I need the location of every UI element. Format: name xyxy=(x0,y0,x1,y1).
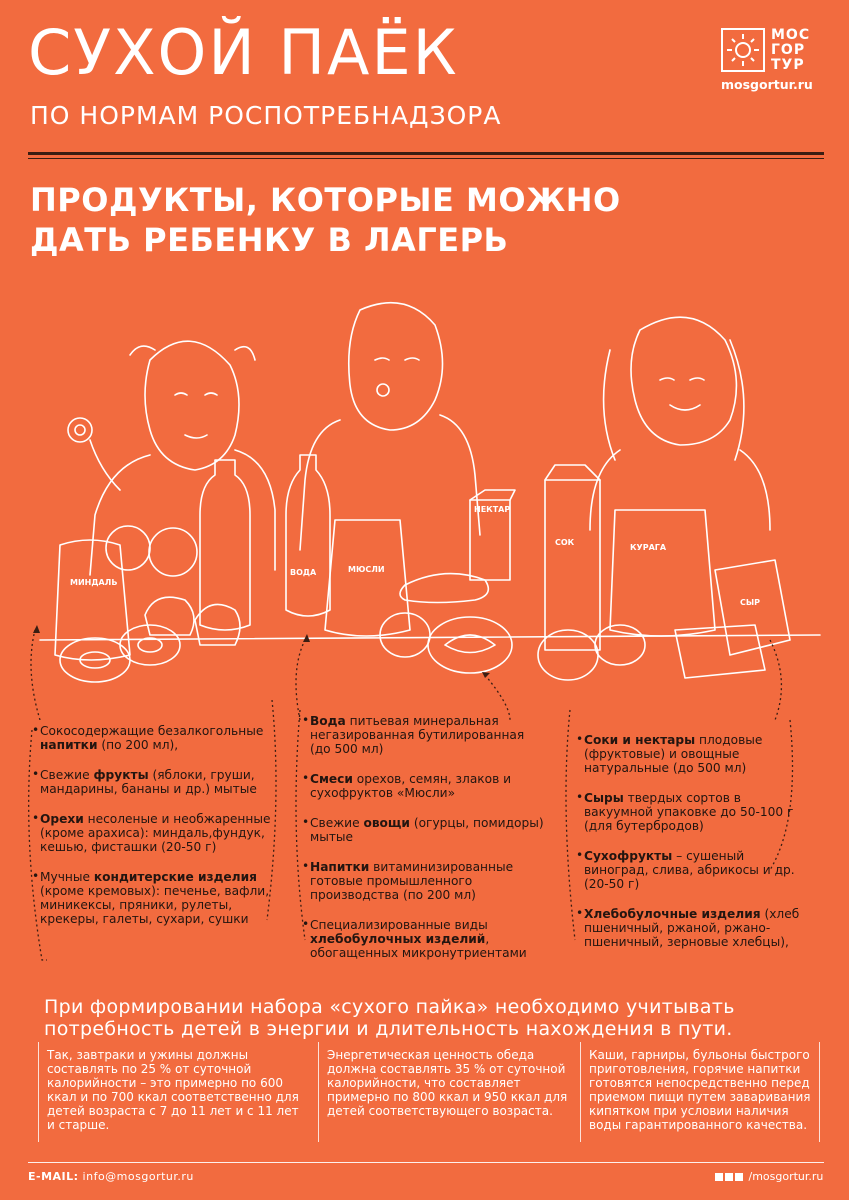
label-nectar: НЕКТАР xyxy=(474,505,511,514)
product-item: • Мучные кондитерские изделия (кроме кремовых): печенье, вафли, миникексы, пряники, рулеты, крекеры, галеты, сухари, сушки xyxy=(40,870,280,926)
product-item: • Свежие овощи (огурцы, помидоры) мытые xyxy=(310,816,545,844)
footer-divider xyxy=(28,1162,824,1163)
product-item: • Орехи несоленые и необжаренные (кроме арахиса): миндаль,фундук, кешью, фисташки (20-50 г) xyxy=(40,812,280,854)
headline-line: ДАТЬ РЕБЕНКУ В ЛАГЕРЬ xyxy=(30,221,509,259)
product-item: • Сокосодержащие безалкогольные напитки (по 200 мл), xyxy=(40,724,280,752)
product-item: • Сухофрукты – сушеный виноград, слива, абрикосы и др. (20-50 г) xyxy=(584,849,809,891)
products-column-1 xyxy=(40,724,280,942)
page-subtitle: ПО НОРМАМ РОСПОТРЕБНАДЗОРА xyxy=(30,101,502,130)
footer-email[interactable] xyxy=(28,1170,194,1183)
label-muesli: МЮСЛИ xyxy=(348,565,385,574)
mosgortur-logo[interactable] xyxy=(721,28,821,92)
logo-text xyxy=(771,28,810,73)
info-box-lunch xyxy=(318,1042,577,1142)
product-item: • Напитки витаминизированные готовые промышленного производства (по 200 мл) xyxy=(310,860,545,902)
info-box-text: Так, завтраки и ужины должны составлять по 25 % от суточной калорийности – это примерно по 600 ккал и по 700 ккал соответственно для детей возраста с 7 до 11 лет и с 11 лет и старше. xyxy=(47,1048,299,1132)
label-juice: СОК xyxy=(555,538,575,547)
product-item: • Смеси орехов, семян, злаков и сухофруктов «Мюсли» xyxy=(310,772,545,800)
info-box-text: Каши, гарниры, бульоны быстрого приготовления, горячие напитки готовятся непосредственно перед приемом пищи путем заваривания кипятком при условии наличия воды гарантированного качества. xyxy=(589,1048,811,1132)
label-apricot: КУРАГА xyxy=(630,543,667,552)
children-with-food-illustration xyxy=(0,300,849,720)
boy-center xyxy=(349,303,443,430)
label-cheese: СЫР xyxy=(740,598,761,607)
product-item: • Свежие фрукты (яблоки, груши, мандарины, бананы и др.) мытые xyxy=(40,768,280,796)
product-item: • Хлебобулочные изделия (хлеб пшеничный, ржаной, ржано-пшеничный, зерновые хлебцы), xyxy=(584,907,809,949)
headline-line: ПРОДУКТЫ, КОТОРЫЕ МОЖНО xyxy=(30,181,621,219)
footer-social[interactable] xyxy=(715,1170,823,1183)
products-column-3 xyxy=(584,733,809,965)
header-divider xyxy=(28,152,824,155)
label-nuts: МИНДАЛЬ xyxy=(70,578,118,587)
email-label: E-MAIL: xyxy=(28,1170,79,1183)
logo-line: ТУР xyxy=(771,57,805,73)
logo-line: МОС xyxy=(771,27,811,43)
email-link[interactable]: info@mosgortur.ru xyxy=(82,1170,194,1183)
energy-note: При формировании набора «сухого пайка» необходимо учитывать потребность детей в энергии и длительность нахождения в пути. xyxy=(44,996,735,1040)
products-column-2 xyxy=(310,714,545,976)
vk-icon[interactable] xyxy=(725,1173,733,1181)
info-box-text: Энергетическая ценность обеда должна составлять 35 % от суточной калорийности, что составляет примерно по 800 ккал и 950 ккал для детей соответствующего возраста. xyxy=(327,1048,568,1118)
product-item: • Вода питьевая минеральная негазированная бутилированная (до 500 мл) xyxy=(310,714,545,756)
instagram-icon[interactable] xyxy=(735,1173,743,1181)
section-headline xyxy=(30,180,621,260)
sun-icon xyxy=(721,28,765,72)
facebook-icon[interactable] xyxy=(715,1173,723,1181)
product-item: • Специализированные виды хлебобулочных изделий, обогащенных микронутриентами xyxy=(310,918,545,960)
page-title: СУХОЙ ПАЁК xyxy=(28,16,459,89)
girl-left xyxy=(145,341,239,470)
logo-line: ГОР xyxy=(771,42,806,58)
label-water: ВОДА xyxy=(290,568,317,577)
product-item: • Сыры твердых сортов в вакуумной упаковке до 50-100 г (для бутербродов) xyxy=(584,791,809,833)
header-divider-thin xyxy=(28,158,824,159)
info-box-breakfast xyxy=(38,1042,299,1142)
logo-url[interactable]: mosgortur.ru xyxy=(721,77,813,92)
product-item: • Соки и нектары плодовые (фруктовые) и овощные натуральные (до 500 мл) xyxy=(584,733,809,775)
girl-right xyxy=(631,317,736,445)
social-handle[interactable]: /mosgortur.ru xyxy=(748,1170,824,1183)
info-box-hot-food xyxy=(580,1042,820,1142)
